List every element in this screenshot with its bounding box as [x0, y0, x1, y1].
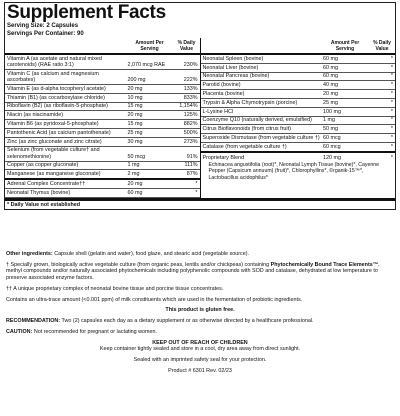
nutrient-name: Riboflavin (B2) (as riboflavin-5-phosphate) — [7, 103, 108, 110]
nutrient-dv: * — [390, 134, 393, 141]
nutrient-name: L-Lysine HCl — [202, 108, 234, 115]
blend-dv: * — [390, 154, 393, 161]
nutrient-amount: 15 mg — [127, 120, 143, 127]
nutrient-name: Zinc (as zinc gluconate and zinc citrate) — [7, 138, 102, 145]
keep-out-warning: KEEP OUT OF REACH OF CHILDREN — [152, 339, 248, 346]
nutrient-dv: 1,154% — [179, 103, 198, 110]
nutrient-dv: * — [390, 117, 393, 124]
nutrient-dv: 133% — [183, 85, 198, 92]
nutrient-amount: 1 mg — [127, 162, 140, 169]
dv-header: % Daily Value — [177, 40, 196, 52]
gluten-free-note: This product is gluten free. — [165, 307, 235, 314]
nutrient-row — [5, 129, 200, 138]
nutrient-amount: 60 mg — [323, 55, 338, 62]
caution: CAUTION: Not recommended for pregnant or lactating women. — [6, 328, 158, 335]
nutrient-row — [201, 143, 396, 153]
nutrient-amount: 10 mg — [127, 94, 143, 101]
label-notes — [6, 251, 394, 379]
nutrient-amount: 30 mg — [127, 138, 143, 145]
amount-header: Amount Per Serving — [135, 40, 164, 52]
nutrient-row — [201, 125, 396, 134]
nutrient-row — [5, 162, 200, 171]
nutrient-row — [201, 117, 396, 126]
nutrient-name: Selenium (from vegetable culture† and selenomethionine) — [7, 147, 100, 160]
nutrient-name: Placenta (bovine) — [202, 90, 245, 97]
nutrient-amount: 2,070 mcg RAE — [127, 62, 166, 68]
nutrient-name: Neonatal Thymus (bovine) — [7, 189, 71, 196]
dagger-note: † Specially grown, biologically active vegetable culture (from organic peas, lentils and/or chickpeas) containing Phytochemically Bound Trace Elements™, methyl compounds and/or naturally associated phytochemicals including polyphenolic compounds with SOD and catalase, dehydrated at low temperature to preserve associated enzyme factors. — [6, 261, 380, 281]
nutrient-dv: 222% — [183, 77, 198, 83]
nutrient-name: Superoxide Dismutase (from vegetable culture †) — [202, 134, 320, 141]
nutrient-dv: 125% — [183, 112, 198, 119]
nutrient-name: Vitamin C (as calcium and magnesium ascorbates) — [7, 70, 99, 83]
nutrient-dv: * — [390, 64, 393, 71]
nutrient-name: Neonatal Liver (bovine) — [202, 64, 259, 71]
blend-amount: 120 mg — [323, 154, 341, 161]
nutrient-name: Neonatal Pancreas (bovine) — [202, 73, 270, 80]
nutrient-row — [5, 85, 200, 94]
nutrient-row — [201, 73, 396, 82]
nutrient-amount: 20 mg — [323, 90, 338, 97]
nutrient-amount: 50 mg — [323, 126, 338, 133]
nutrient-row — [201, 55, 396, 64]
nutrient-name: Neonatal Spleen (bovine) — [202, 55, 264, 62]
nutrient-name: Coenzyme Q10 (naturally derived, emulsified) — [202, 117, 312, 124]
nutrient-name: Catalase (from vegetable culture †) — [202, 143, 287, 150]
nutrient-dv: 273% — [183, 138, 198, 145]
supplement-facts-panel — [4, 2, 396, 210]
nutrient-row — [5, 138, 200, 147]
nutrient-amount: 60 mg — [323, 64, 338, 71]
nutrient-row — [5, 170, 200, 180]
nutrient-row — [201, 90, 396, 99]
nutrient-name: Niacin (as niacinamide) — [7, 112, 64, 119]
nutrient-dv: 91% — [186, 153, 198, 160]
nutrient-dv: 87% — [186, 171, 198, 178]
nutrient-amount: 20 mg — [127, 180, 143, 187]
nutrient-row — [201, 134, 396, 143]
nutrient-dv: * — [390, 108, 393, 115]
nutrient-name: Manganese (as manganese gluconate) — [7, 171, 101, 178]
nutrient-row — [5, 103, 200, 112]
left-column — [5, 38, 201, 198]
nutrient-row — [201, 108, 396, 117]
double-dagger-note: †† A unique proprietary complex of neonatal bovine tissue and porcine tissue concentrates. — [6, 285, 224, 292]
blend-details: Echinacea angustifolia (root)*, Neonatal Lymph Tissue (bovine)*, Cayenne Pepper (Capsicum annuum) (fruit)*, Chlorophyllins*, ©rganik-15™*, Lactobacillus acidophilus* — [208, 161, 380, 181]
trace-note: Contains an ultra-trace amount (<0.001 ppm) of milk constituents which are used in the fermentation of probiotic ingredients. — [6, 296, 303, 303]
nutrient-amount: 100 mg — [323, 108, 341, 115]
nutrient-row — [5, 70, 200, 85]
nutrient-row — [5, 189, 200, 198]
storage-note: Keep container tightly sealed and store in a cool, dry area away from direct sunlight. — [99, 346, 301, 353]
nutrient-amount: 25 mg — [127, 129, 143, 136]
left-nutrient-list — [5, 55, 200, 198]
nutrient-amount: 20 mg — [127, 85, 143, 92]
seal-note: Sealed with an imprinted safety seal for your protection. — [133, 357, 267, 364]
dv-header: % Daily Value — [373, 40, 391, 52]
nutrient-dv: 882% — [183, 120, 198, 127]
nutrient-name: Thiamin (B1) (as cocarboxylase chloride) — [7, 94, 105, 101]
nutrient-dv: * — [390, 99, 393, 106]
blend-name: Proprietary Blend — [202, 154, 245, 161]
nutrient-amount: 2 mg — [127, 171, 140, 178]
nutrient-row — [5, 180, 200, 189]
nutrient-name: Vitamin B6 (as pyridoxal-5-phosphate) — [7, 120, 99, 127]
nutrient-name: Vitamin A (as acetate and natural mixed carotenoids) (RAE ratio 3:1) — [7, 55, 102, 68]
serving-size: Serving Size: 2 Capsules — [7, 23, 79, 29]
nutrient-amount: 200 mg — [127, 77, 146, 83]
nutrient-dv: * — [195, 189, 198, 196]
nutrient-row — [5, 55, 200, 70]
nutrient-dv: 833% — [183, 94, 198, 101]
amount-header: Amount Per Serving — [330, 40, 360, 52]
nutrient-name: Citrus Bioflavonoids (from citrus fruit) — [202, 126, 291, 133]
nutrient-dv: * — [390, 143, 393, 150]
nutrient-amount: 1 mg — [323, 117, 335, 124]
nutrient-amount: 25 mg — [323, 99, 338, 106]
nutrient-name: Copper (as copper gluconate) — [7, 162, 79, 169]
nutrient-dv: * — [390, 55, 393, 62]
nutrient-dv: 500% — [183, 129, 198, 136]
nutrient-row — [5, 111, 200, 120]
nutrient-amount: 60 mg — [127, 189, 143, 196]
nutrient-row — [201, 81, 396, 90]
right-column — [201, 38, 396, 198]
nutrient-amount: 15 mg — [127, 103, 143, 110]
servings-per-container: Servings Per Container: 90 — [7, 30, 84, 37]
blend-row — [201, 153, 396, 162]
nutrient-amount: 40 mg — [323, 82, 338, 89]
nutrient-dv: * — [195, 180, 198, 187]
right-column-header — [201, 38, 396, 55]
nutrient-dv: * — [390, 90, 393, 97]
nutrient-amount: 60 mg — [323, 73, 338, 80]
right-nutrient-list — [201, 55, 396, 153]
nutrient-row — [5, 94, 200, 103]
nutrient-dv: * — [390, 73, 393, 80]
nutrient-name: Trypsin & Alpha Chymotrypsin (porcine) — [202, 99, 298, 106]
daily-value-footnote: * Daily Value not established — [5, 198, 395, 209]
nutrient-name: Pantothenic Acid (as calcium pantothenate) — [7, 129, 111, 136]
product-number: Product # 6301 Rev. 02/23 — [168, 367, 232, 374]
nutrient-row — [201, 99, 396, 108]
nutrient-dv: * — [390, 126, 393, 133]
nutrient-row — [5, 147, 200, 162]
facts-columns — [5, 38, 395, 198]
recommendation: RECOMMENDATION: Two (2) capsules each day as a dietary supplement or as otherwise directed by a healthcare professional. — [6, 318, 314, 325]
nutrient-dv: 111% — [184, 162, 198, 169]
left-column-header — [5, 38, 200, 55]
nutrient-dv: * — [390, 82, 393, 89]
nutrient-amount: 50 mcg — [127, 153, 146, 160]
panel-title: Supplement Facts — [7, 2, 166, 23]
nutrient-dv: 230% — [183, 62, 198, 68]
other-ingredients: Other ingredients: Capsule shell (gelatin and water), food glaze, and stearic acid (vegetable source). — [6, 251, 250, 257]
nutrient-name: Vitamin E (as d-alpha tocopheryl acetate) — [7, 85, 106, 92]
nutrient-amount: 60 mcg — [323, 143, 341, 150]
nutrient-amount: 20 mg — [127, 112, 143, 119]
nutrient-name: Parotid (bovine) — [202, 82, 241, 89]
nutrient-row — [201, 64, 396, 73]
nutrient-name: Adrenal Complex Concentrate†† — [7, 180, 86, 187]
nutrient-row — [5, 120, 200, 129]
nutrient-amount: 60 mcg — [323, 134, 341, 141]
